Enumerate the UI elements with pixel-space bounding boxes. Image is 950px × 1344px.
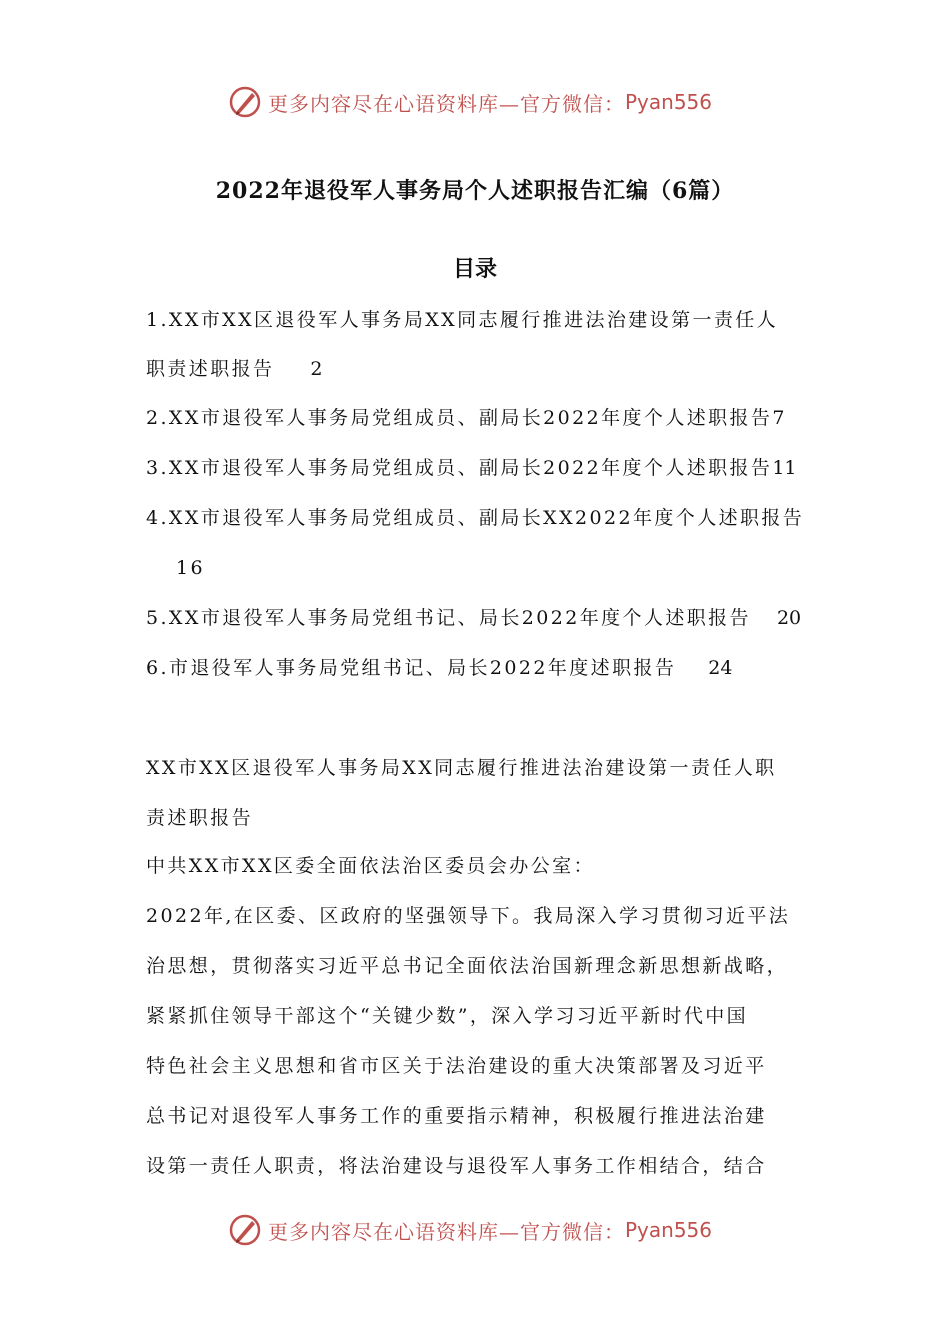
- body-line-4: 特色社会主义思想和省市区关于法治建设的重大决策部署及习近平: [146, 1055, 767, 1077]
- toc-item-3: [146, 454, 797, 482]
- toc-item-4-text: 4.XX市退役军人事务局党组成员、副局长XX2022年度个人述职报告: [146, 507, 805, 529]
- toc-item-4-page: 16: [176, 557, 205, 579]
- toc-item-1-line2: [146, 355, 323, 383]
- toc-item-6-page: 24: [708, 657, 733, 679]
- toc-item-2-page: 7: [772, 407, 785, 429]
- watermark-id: Pyan556: [625, 90, 713, 114]
- toc-item-3-text: 3.XX市退役军人事务局党组成员、副局长2022年度个人述职报告: [146, 457, 773, 479]
- toc-item-2: [146, 404, 784, 432]
- toc-item-1-line1: 1.XX市XX区退役军人事务局XX同志履行推进法治建设第一责任人: [146, 309, 779, 331]
- toc-item-6-text: 6.市退役军人事务局党组书记、局长2022年度述职报告: [146, 657, 677, 679]
- toc-heading: 目录: [452, 256, 497, 282]
- body-line-6: 设第一责任人职责，将法治建设与退役军人事务工作相结合，结合: [146, 1155, 767, 1177]
- section-title-line2: 责述职报告: [146, 807, 254, 829]
- section-title-line1: XX市XX区退役军人事务局XX同志履行推进法治建设第一责任人职: [146, 757, 777, 779]
- body-line-5: 总书记对退役军人事务工作的重要指示精神，积极履行推进法治建: [146, 1105, 767, 1127]
- body-line-2: 治思想，贯彻落实习近平总书记全面依法治国新理念新思想新战略，: [146, 955, 789, 977]
- body-line-3: 紧紧抓住领导干部这个“关键少数”，深入学习习近平新时代中国: [146, 1005, 749, 1027]
- body-line-1: 2022年,在区委、区政府的坚强领导下。我局深入学习贯彻习近平法: [146, 905, 791, 927]
- toc-item-5-text: 5.XX市退役军人事务局党组书记、局长2022年度个人述职报告: [146, 607, 751, 629]
- toc-item-5-page: 20: [776, 607, 802, 629]
- pen-logo-icon: [228, 85, 262, 119]
- header-watermark: [228, 82, 712, 122]
- watermark-id: Pyan556: [625, 1218, 713, 1242]
- pen-logo-icon: [228, 1213, 262, 1247]
- watermark-text: 更多内容尽在心语资料库—官方微信：: [268, 91, 625, 116]
- toc-item-1-page: 2: [310, 358, 323, 380]
- toc-item-5: [146, 604, 801, 632]
- watermark-text: 更多内容尽在心语资料库—官方微信：: [268, 1219, 625, 1244]
- toc-item-6: [146, 654, 732, 682]
- toc-item-2-text: 2.XX市退役军人事务局党组成员、副局长2022年度个人述职报告: [146, 407, 773, 429]
- footer-watermark: [228, 1210, 712, 1250]
- toc-item-3-page: 11: [772, 457, 797, 479]
- toc-item-1-text: 职责述职报告: [146, 358, 275, 380]
- salutation: 中共XX市XX区委全面依法治区委员会办公室：: [146, 855, 595, 877]
- document-title: 2022年退役军人事务局个人述职报告汇编（6篇）: [215, 178, 735, 204]
